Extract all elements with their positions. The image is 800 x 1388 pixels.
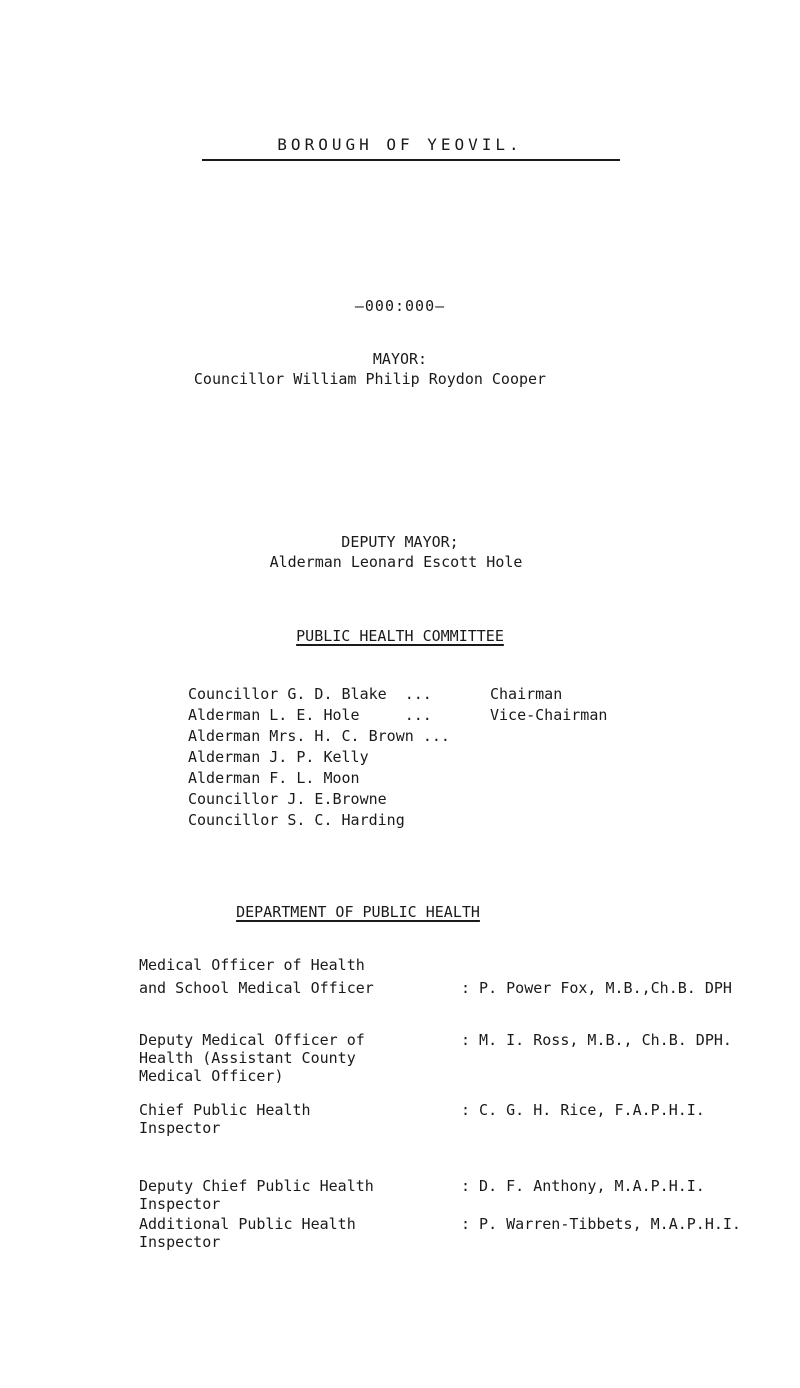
department-heading	[0, 903, 758, 921]
mayor-name: Councillor William Philip Roydon Cooper	[193, 370, 547, 388]
staff-title-3: Chief Public Health Inspector	[139, 1101, 311, 1137]
staff-title-4: Deputy Chief Public Health Inspector	[139, 1177, 374, 1213]
committee-heading	[0, 627, 800, 645]
staff-title-5: Additional Public Health Inspector	[139, 1215, 356, 1251]
ornament-divider: —000:000—	[354, 297, 446, 315]
staff-title-2: Deputy Medical Officer of Health (Assistant County Medical Officer)	[139, 1031, 365, 1085]
committee-member-2: Alderman L. E. Hole ...	[188, 706, 432, 724]
committee-role-1: Chairman	[490, 685, 563, 703]
committee-member-7: Councillor S. C. Harding	[188, 811, 405, 829]
committee-role-2: Vice-Chairman	[490, 706, 608, 724]
deputy-mayor-label: DEPUTY MAYOR;	[341, 533, 459, 551]
staff-value-5: : P. Warren-Tibbets, M.A.P.H.I.	[461, 1215, 741, 1233]
department-heading-text: DEPARTMENT OF PUBLIC HEALTH	[236, 903, 480, 921]
committee-member-5: Alderman F. L. Moon	[188, 769, 360, 787]
committee-member-6: Councillor J. E.Browne	[188, 790, 387, 808]
committee-member-4: Alderman J. P. Kelly	[188, 748, 369, 766]
staff-value-2: : M. I. Ross, M.B., Ch.B. DPH.	[461, 1031, 732, 1049]
staff-value-3: : C. G. H. Rice, F.A.P.H.I.	[461, 1101, 705, 1119]
mayor-label: MAYOR:	[372, 350, 428, 368]
committee-heading-text: PUBLIC HEALTH COMMITTEE	[296, 627, 504, 645]
staff-value-4: : D. F. Anthony, M.A.P.H.I.	[461, 1177, 705, 1195]
title-underline	[202, 159, 620, 161]
staff-value-1: : P. Power Fox, M.B.,Ch.B. DPH	[461, 979, 732, 997]
staff-title-1: Medical Officer of Health and School Medical Officer	[139, 956, 374, 997]
committee-member-3: Alderman Mrs. H. C. Brown ...	[188, 727, 450, 745]
deputy-mayor-name: Alderman Leonard Escott Hole	[269, 553, 523, 571]
document-title: BOROUGH OF YEOVIL.	[277, 135, 523, 154]
committee-member-1: Councillor G. D. Blake ...	[188, 685, 432, 703]
